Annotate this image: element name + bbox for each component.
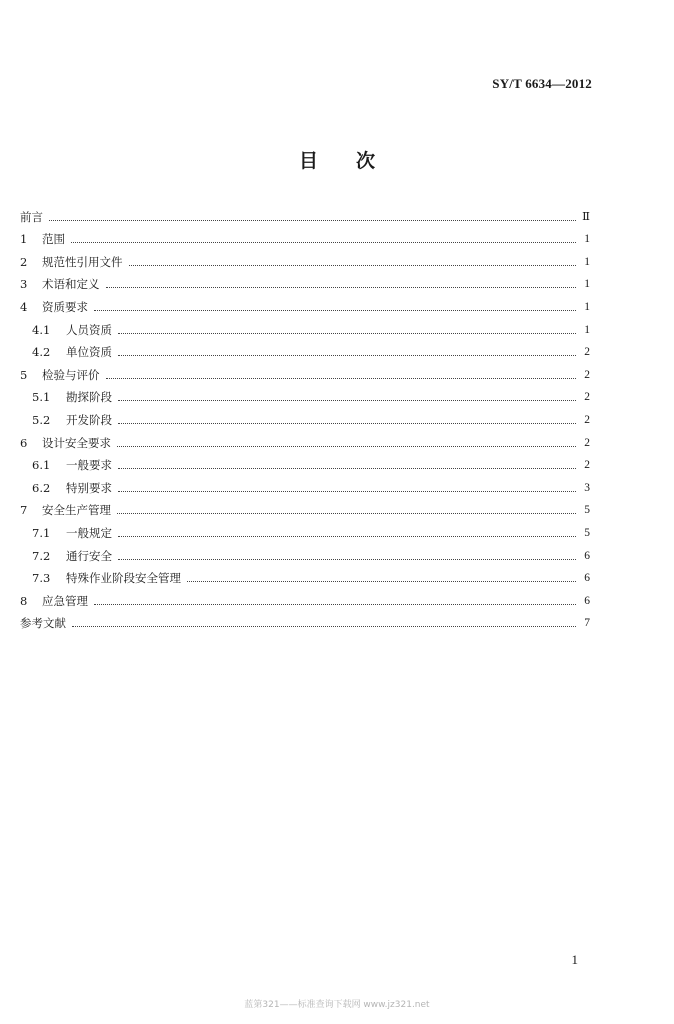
toc-entry-page: 1 (584, 278, 590, 291)
toc-entry-page: 2 (584, 459, 590, 472)
dot-leader (118, 333, 576, 334)
toc-entry-number: 4 (20, 299, 28, 314)
toc-entry-page: 6 (584, 572, 590, 585)
page-title: 目次 (298, 150, 413, 172)
toc-entry-number: 6 (20, 435, 28, 450)
toc-entry-page: 5 (584, 504, 590, 517)
toc-entry-label: 安全生产管理 (42, 503, 111, 518)
toc-entry-label: 人员资质 (66, 322, 112, 337)
toc-entry-page: 2 (584, 413, 590, 426)
dot-leader (118, 468, 576, 469)
toc-entry-page: 7 (584, 617, 590, 630)
dot-leader (49, 220, 576, 221)
toc-entry-number: 7.2 (32, 548, 51, 563)
toc-entry-number: 6.2 (32, 480, 51, 495)
toc-entry[interactable] (20, 318, 590, 341)
dot-leader (187, 581, 576, 582)
toc-entry[interactable] (20, 454, 590, 477)
table-of-contents (20, 205, 590, 634)
toc-entry-number: 5 (20, 367, 28, 382)
dot-leader (94, 310, 576, 311)
toc-entry[interactable] (20, 205, 590, 228)
toc-entry-page: 1 (584, 300, 590, 313)
dot-leader (106, 378, 577, 379)
toc-entry-page: 2 (584, 368, 590, 381)
toc-entry[interactable] (20, 273, 590, 296)
toc-entry-label: 勘探阶段 (66, 390, 112, 405)
toc-entry[interactable] (20, 612, 590, 635)
toc-entry-page: 2 (584, 436, 590, 449)
dot-leader (118, 559, 576, 560)
toc-entry-number: 4.2 (32, 345, 51, 360)
toc-entry-number: 5.1 (32, 390, 51, 405)
toc-entry-label: 一般要求 (66, 458, 112, 473)
watermark-text: 蓝第321——标准查询下载网 www.jz321.net (244, 1000, 430, 1010)
toc-entry-label: 范围 (42, 232, 65, 247)
dot-leader (118, 491, 576, 492)
standard-number: SY/T 6634—2012 (492, 76, 592, 91)
toc-entry-number: 3 (20, 277, 28, 292)
toc-entry-label: 检验与评价 (42, 367, 100, 382)
toc-entry-page: 1 (584, 323, 590, 336)
dot-leader (106, 287, 577, 288)
toc-entry-label: 特别要求 (66, 480, 112, 495)
dot-leader (129, 265, 577, 266)
toc-entry[interactable] (20, 431, 590, 454)
toc-entry-label: 特殊作业阶段安全管理 (66, 571, 181, 586)
toc-entry-page: 3 (584, 481, 590, 494)
dot-leader (118, 355, 576, 356)
dot-leader (117, 513, 576, 514)
toc-entry-number: 2 (20, 254, 28, 269)
toc-entry-page: Ⅱ (582, 210, 590, 223)
toc-entry-label: 应急管理 (42, 593, 88, 608)
toc-entry-label: 规范性引用文件 (42, 254, 123, 269)
toc-entry-number: 6.1 (32, 458, 51, 473)
toc-entry-label: 前言 (20, 209, 43, 224)
toc-entry-label: 开发阶段 (66, 412, 112, 427)
toc-entry[interactable] (20, 544, 590, 567)
toc-entry[interactable] (20, 521, 590, 544)
toc-entry-label: 单位资质 (66, 345, 112, 360)
toc-entry-number: 8 (20, 593, 28, 608)
toc-entry-page: 2 (584, 391, 590, 404)
dot-leader (94, 604, 576, 605)
page-number: 1 (571, 952, 578, 967)
toc-entry[interactable] (20, 341, 590, 364)
toc-entry[interactable] (20, 250, 590, 273)
dot-leader (118, 423, 576, 424)
toc-entry-page: 1 (584, 255, 590, 268)
toc-entry[interactable] (20, 499, 590, 522)
toc-entry-page: 6 (584, 594, 590, 607)
dot-leader (117, 446, 576, 447)
toc-entry-label: 设计安全要求 (42, 435, 111, 450)
toc-entry-label: 术语和定义 (42, 277, 100, 292)
toc-entry[interactable] (20, 589, 590, 612)
toc-entry-number: 1 (20, 232, 28, 247)
dot-leader (118, 400, 576, 401)
toc-entry[interactable] (20, 386, 590, 409)
toc-entry[interactable] (20, 408, 590, 431)
dot-leader (72, 626, 576, 627)
toc-entry-label: 资质要求 (42, 299, 88, 314)
toc-entry-label: 一般规定 (66, 525, 112, 540)
toc-entry-number: 7.3 (32, 571, 51, 586)
dot-leader (118, 536, 576, 537)
toc-entry-page: 5 (584, 526, 590, 539)
toc-entry-number: 7.1 (32, 525, 51, 540)
toc-entry[interactable] (20, 363, 590, 386)
toc-entry[interactable] (20, 567, 590, 590)
toc-entry-number: 5.2 (32, 412, 51, 427)
toc-entry-number: 4.1 (32, 322, 51, 337)
toc-entry-page: 2 (584, 346, 590, 359)
toc-entry[interactable] (20, 228, 590, 251)
dot-leader (71, 242, 576, 243)
toc-entry-number: 7 (20, 503, 28, 518)
toc-entry-label: 通行安全 (66, 548, 112, 563)
toc-entry-page: 6 (584, 549, 590, 562)
toc-entry-label: 参考文献 (20, 616, 66, 631)
toc-entry[interactable] (20, 295, 590, 318)
toc-entry[interactable] (20, 476, 590, 499)
toc-entry-page: 1 (584, 233, 590, 246)
